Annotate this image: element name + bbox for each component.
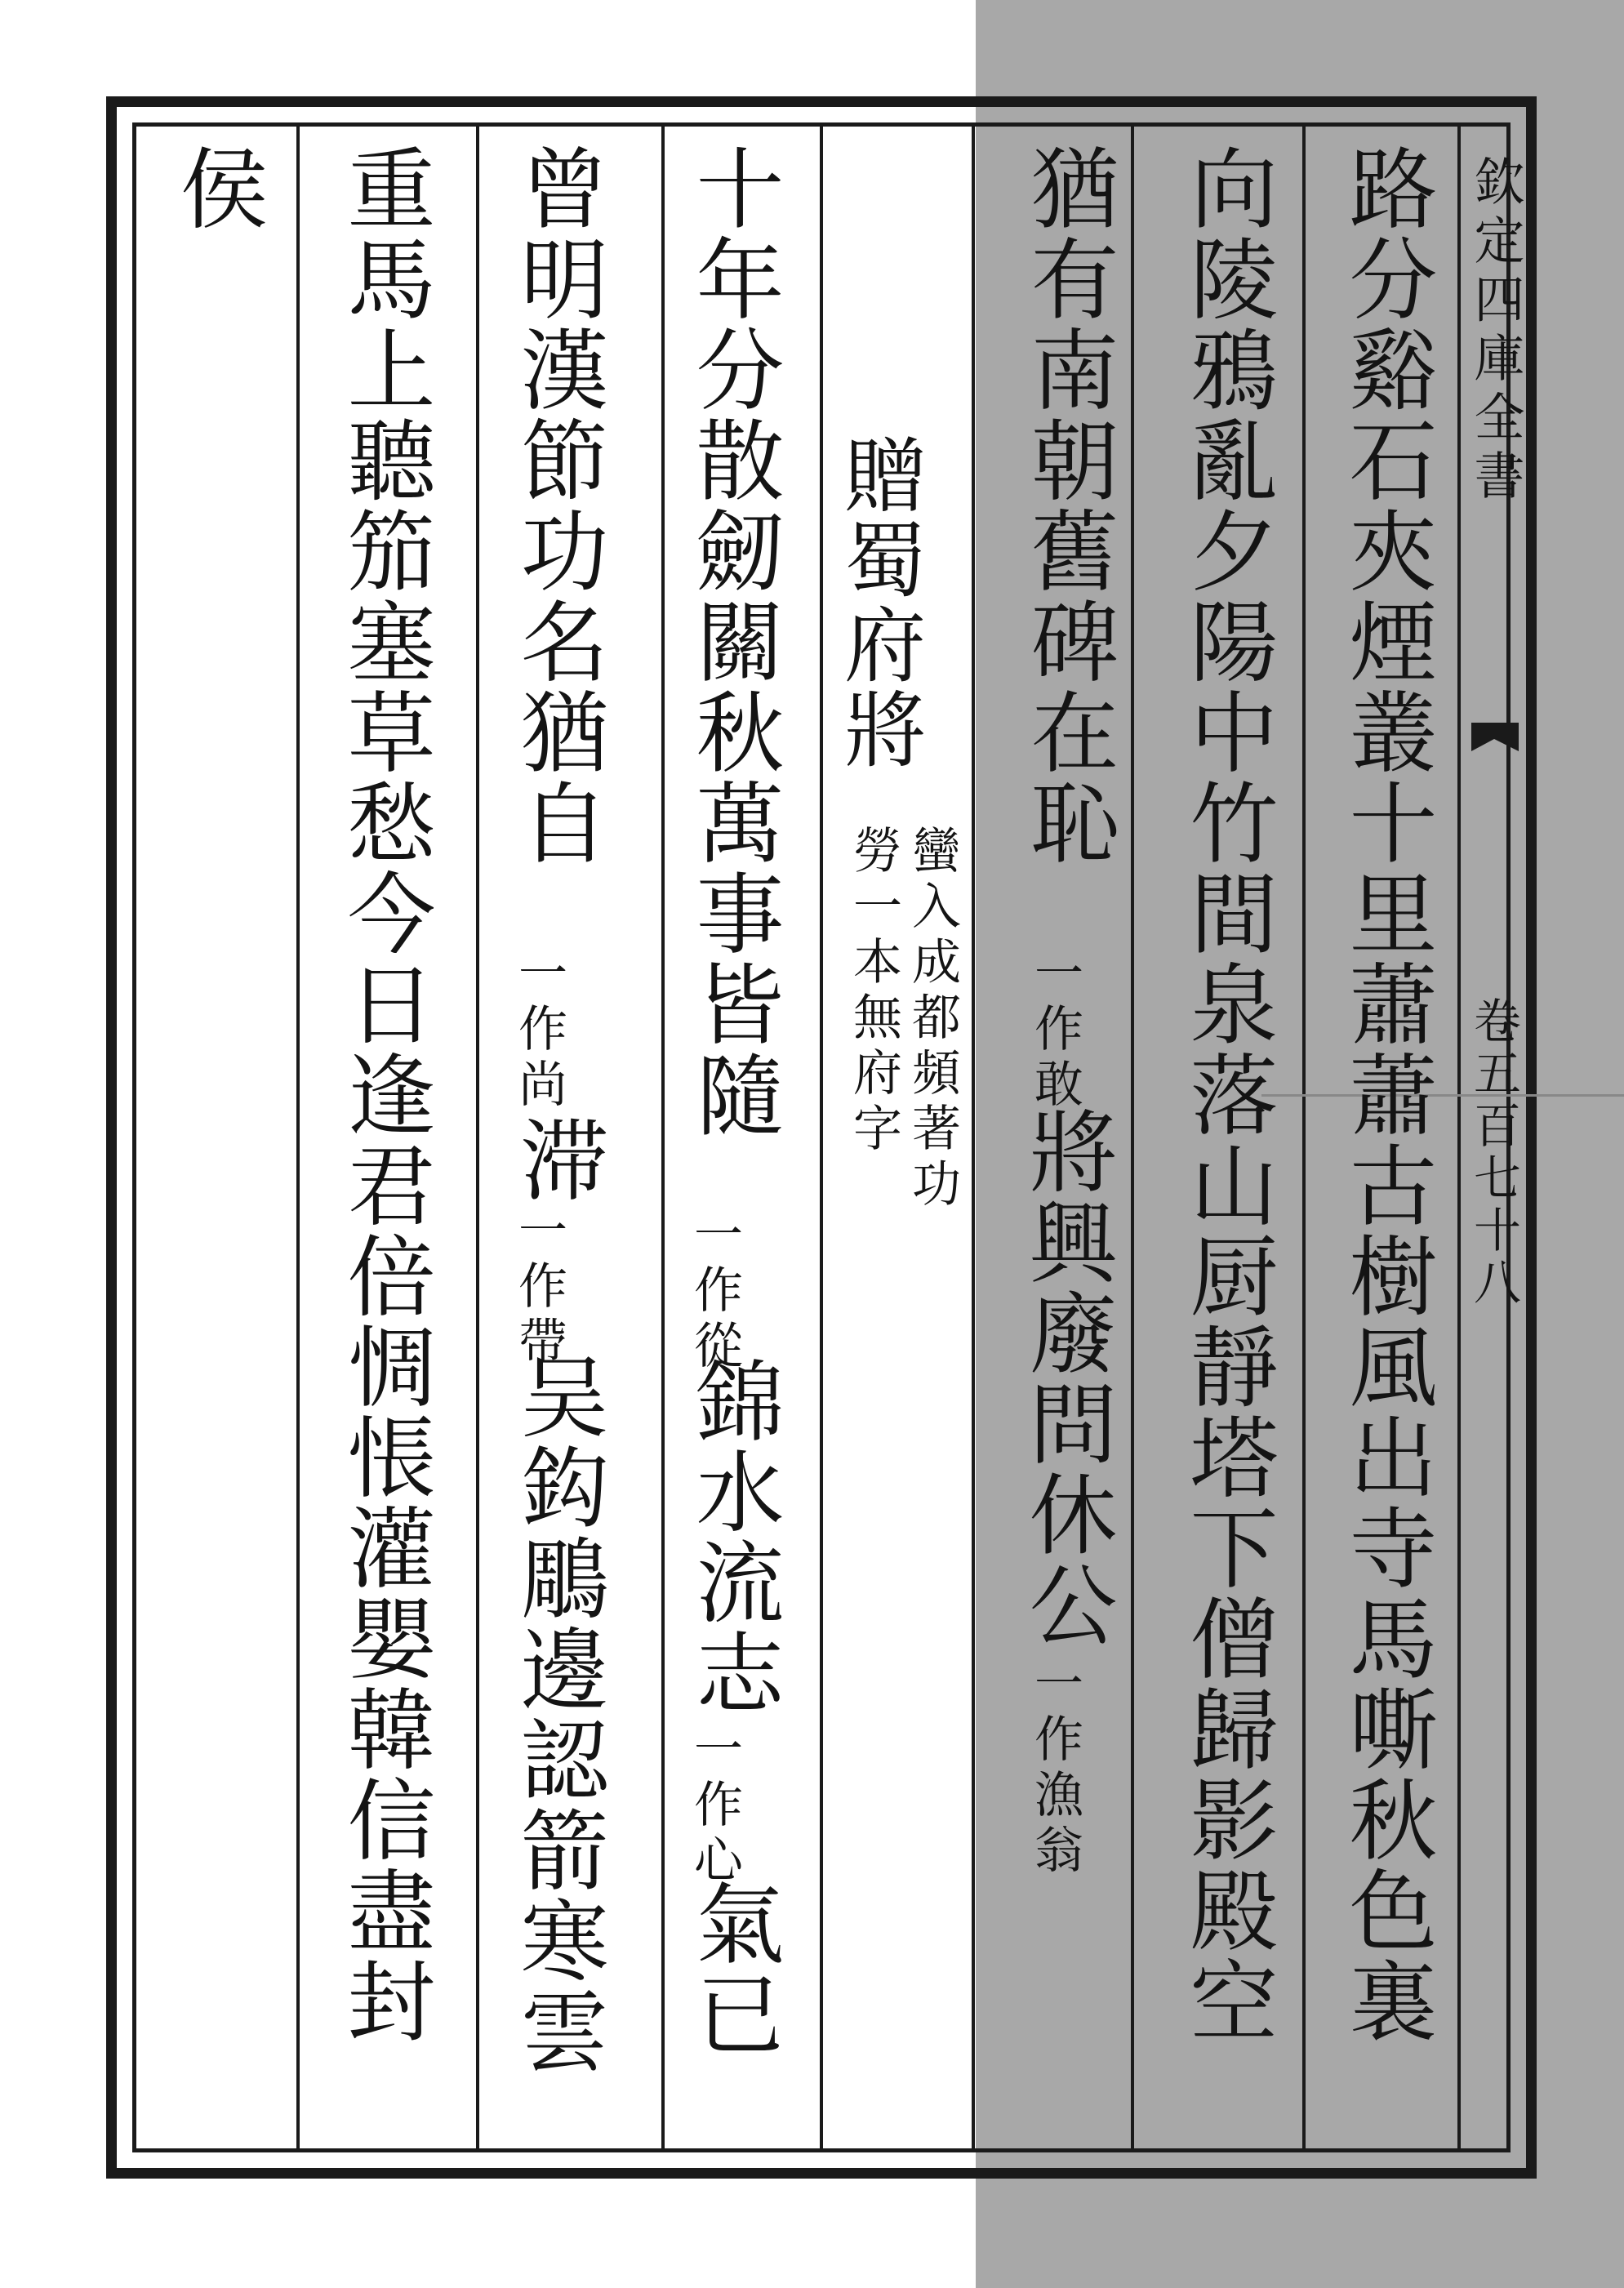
column-rule: [1302, 127, 1306, 2148]
annotation-3b: 一作漁翁: [1026, 1658, 1083, 1880]
text-column-8: 侯: [165, 143, 267, 234]
fish-tail-mark: [1470, 719, 1520, 776]
annotation-6a: 一作尚: [510, 947, 567, 1114]
text-column-2: 向陵鴉亂夕陽中竹間泉落山厨靜塔下僧歸影殿空: [1175, 143, 1277, 2046]
annotation-5b: 一作心: [686, 1723, 743, 1890]
text-column-7: 重馬上聽笳塞草愁今日逢君倍惆悵灌嬰韓信盡封: [332, 143, 434, 2046]
annotation-3a: 一作敢: [1026, 947, 1083, 1114]
column-rule: [476, 127, 479, 2148]
text-column-5b: 錦水流志: [681, 1355, 783, 1718]
text-column-6c: 吴鈎鵰邊認箭寒雲: [505, 1351, 607, 2077]
book-title: 欽定四庫全書: [1466, 155, 1525, 508]
annotation-6b: 一作帶: [510, 1204, 567, 1371]
text-column-3a: 猶有南朝舊碑在恥: [1016, 143, 1118, 868]
column-rule: [820, 127, 823, 2148]
text-column-6b: 滞: [505, 1115, 607, 1205]
column-rule: [296, 127, 300, 2148]
annotation-5a: 一作從: [686, 1209, 743, 1375]
text-column-6a: 曾明漢節功名猶自: [505, 143, 607, 868]
column-rule: [661, 127, 665, 2148]
margin-divider: [1466, 122, 1511, 127]
text-column-5c: 氣已: [681, 1878, 783, 2059]
annotation-title-left: 勞一本無府字: [845, 825, 902, 1158]
text-column-1: 路分谿石夾煙叢十里蕭蕭古樹風出寺馬嘶秋色裏: [1334, 143, 1436, 2046]
annotation-title-right: 蠻入成都頻著功: [904, 825, 961, 1213]
poem-title: 贈蜀府將: [830, 433, 926, 772]
text-column-3b: 將興廢問休公: [1014, 1106, 1116, 1650]
scan-line: [1261, 1094, 1624, 1097]
text-column-5a: 十年分散劒關秋萬事皆隨: [681, 143, 783, 1140]
column-rule: [1131, 127, 1134, 2148]
column-rule: [1457, 127, 1461, 2148]
volume-number: 卷五百七十八: [1466, 996, 1521, 1310]
column-rule: [972, 127, 975, 2148]
